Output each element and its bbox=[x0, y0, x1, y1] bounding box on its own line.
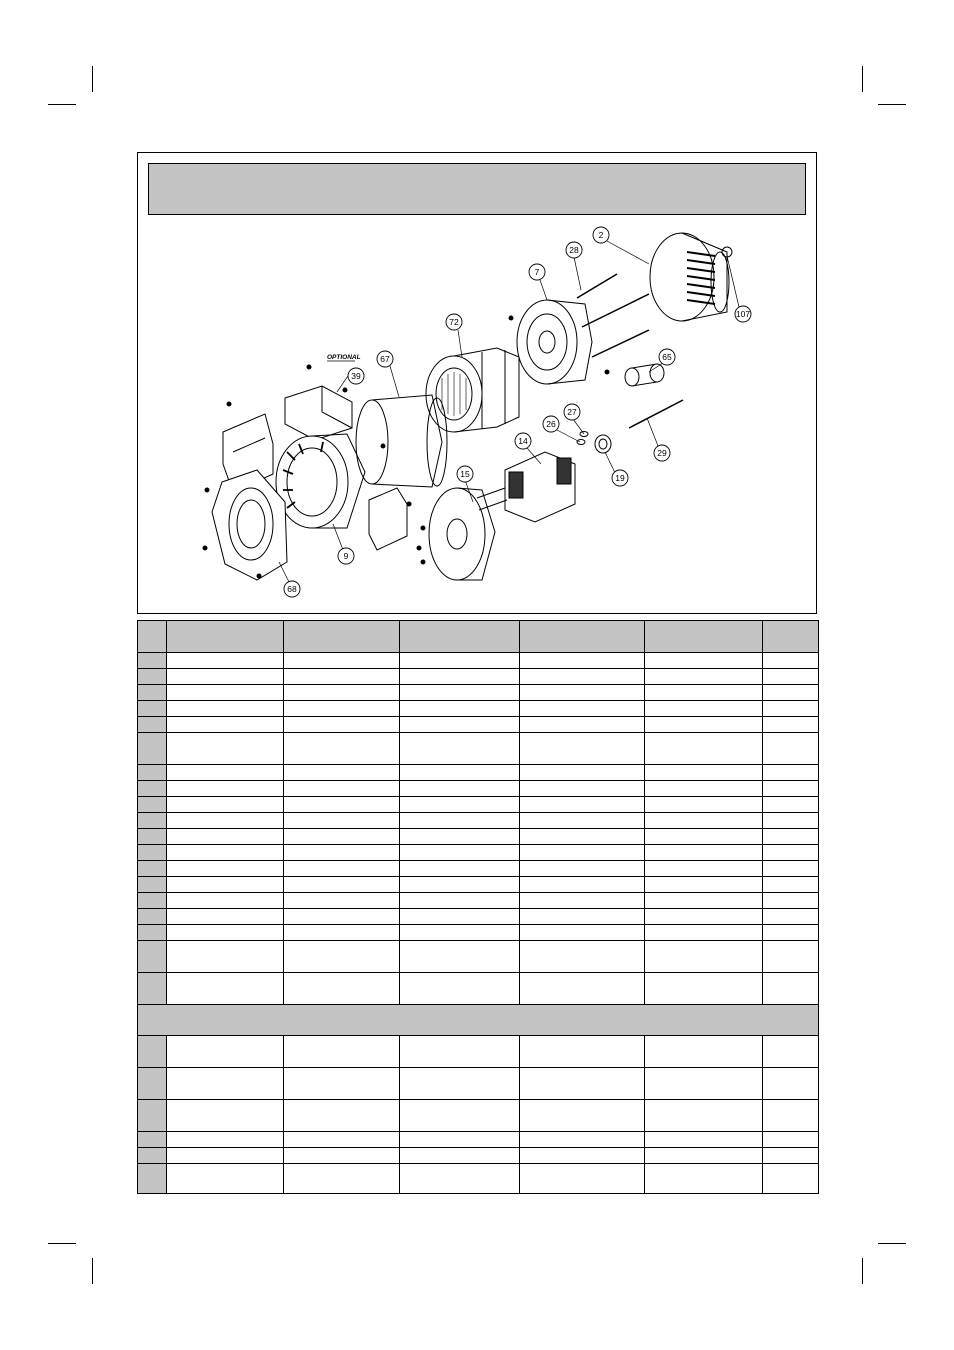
table-row bbox=[138, 845, 819, 861]
table-row bbox=[138, 717, 819, 733]
bearing-part bbox=[595, 435, 611, 453]
column-header bbox=[520, 621, 645, 653]
table-row bbox=[138, 701, 819, 717]
table-row bbox=[138, 1036, 819, 1068]
table-row bbox=[138, 909, 819, 925]
callout-label: 28 bbox=[569, 245, 579, 255]
callout-label: 26 bbox=[546, 419, 556, 429]
column-header bbox=[284, 621, 400, 653]
end-cover-part bbox=[650, 233, 729, 321]
table-row bbox=[138, 733, 819, 765]
capacitor-part bbox=[625, 364, 664, 386]
table-row bbox=[138, 765, 819, 781]
table-header-row bbox=[138, 621, 819, 653]
stator-part bbox=[426, 348, 519, 432]
table-row bbox=[138, 877, 819, 893]
callout-label: 72 bbox=[449, 317, 459, 327]
fan-part bbox=[429, 488, 495, 580]
table-row bbox=[138, 685, 819, 701]
table-row bbox=[138, 893, 819, 909]
table-row bbox=[138, 797, 819, 813]
lower-cover-part bbox=[369, 488, 407, 550]
crop-mark bbox=[862, 1258, 863, 1284]
table-row bbox=[138, 781, 819, 797]
table-body bbox=[138, 653, 819, 1194]
table-row bbox=[138, 973, 819, 1005]
crop-mark bbox=[92, 1258, 93, 1284]
table-row bbox=[138, 861, 819, 877]
table-row bbox=[138, 1100, 819, 1132]
exploded-view-diagram bbox=[137, 152, 817, 614]
table-row bbox=[138, 1068, 819, 1100]
callout-label: 27 bbox=[567, 407, 577, 417]
crop-mark bbox=[878, 1243, 906, 1244]
bracket-part bbox=[517, 300, 592, 384]
column-header bbox=[167, 621, 284, 653]
callout-label: 9 bbox=[343, 551, 349, 561]
column-header bbox=[763, 621, 819, 653]
table-row bbox=[138, 941, 819, 973]
table-row bbox=[138, 813, 819, 829]
callout-label: 29 bbox=[657, 448, 667, 458]
optional-label: OPTIONAL bbox=[327, 354, 361, 361]
callout-label: 19 bbox=[615, 473, 625, 483]
table-row bbox=[138, 653, 819, 669]
section-header-row bbox=[138, 1005, 819, 1036]
tie-rod-parts bbox=[577, 274, 649, 357]
table-row bbox=[138, 1148, 819, 1164]
table-row bbox=[138, 829, 819, 845]
washer-part bbox=[577, 440, 585, 445]
section-header bbox=[138, 1005, 819, 1036]
crop-mark bbox=[92, 66, 93, 92]
callout-label: 68 bbox=[287, 584, 297, 594]
column-header bbox=[400, 621, 520, 653]
callout-label: 14 bbox=[518, 436, 528, 446]
callout-label: 39 bbox=[351, 371, 361, 381]
table-row bbox=[138, 925, 819, 941]
callout-label: 107 bbox=[735, 309, 751, 319]
column-header bbox=[645, 621, 763, 653]
parts-table bbox=[137, 620, 819, 1194]
rotor-part bbox=[477, 452, 575, 522]
crop-mark bbox=[862, 66, 863, 92]
crop-mark bbox=[48, 1243, 76, 1244]
table-row bbox=[138, 669, 819, 685]
callout-label: 2 bbox=[598, 230, 604, 240]
callout-label: 67 bbox=[380, 354, 390, 364]
callout-label: 65 bbox=[662, 352, 672, 362]
callout-label: 15 bbox=[460, 469, 470, 479]
crop-mark bbox=[48, 104, 76, 105]
column-header bbox=[138, 621, 167, 653]
optional-cover-part bbox=[285, 386, 352, 440]
table-row bbox=[138, 1164, 819, 1194]
long-bolt-part bbox=[629, 400, 683, 428]
callout-label: 7 bbox=[534, 267, 540, 277]
crop-mark bbox=[878, 104, 906, 105]
fan-housing-part bbox=[276, 434, 365, 528]
table-row bbox=[138, 1132, 819, 1148]
